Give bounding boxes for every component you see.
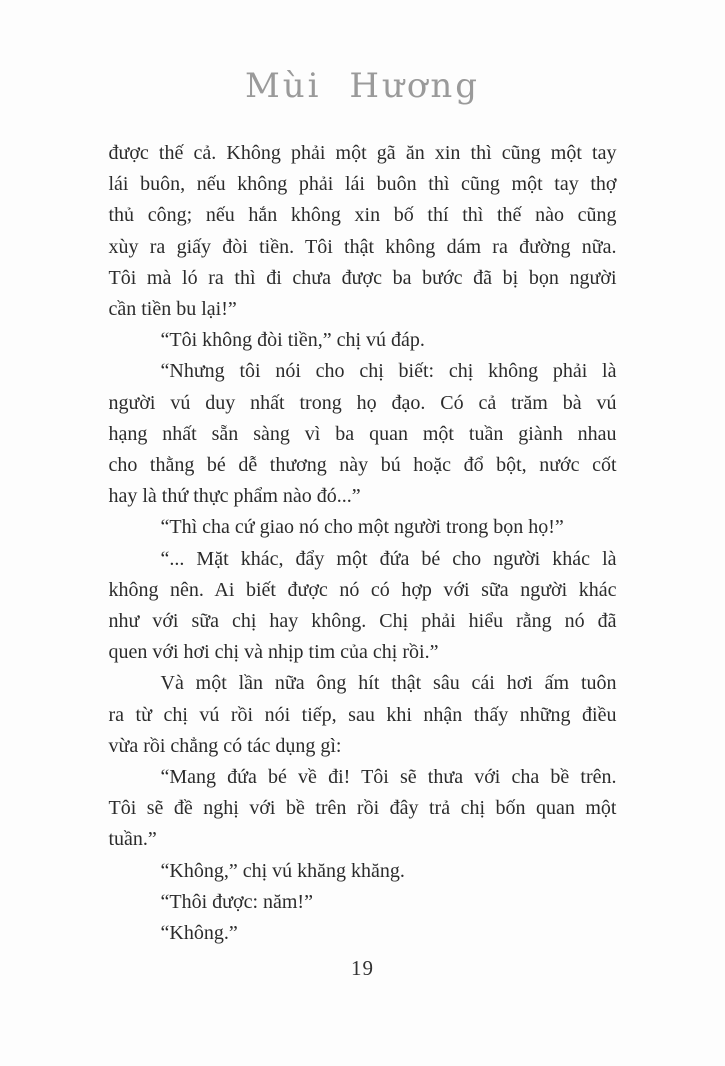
text-line: ra từ chị vú rồi nói tiếp, sau khi nhận thấy những điều: [108, 703, 617, 726]
text-line: “... Mặt khác, đẩy một đứa bé cho người khác là: [160, 547, 617, 570]
text-line: hay là thứ thực phẩm nào đó...”: [108, 485, 361, 508]
text-line: “Thì cha cứ giao nó cho một người trong bọn họ!”: [160, 516, 564, 539]
body-text: [109, 138, 617, 949]
text-line: “Mang đứa bé về đi! Tôi sẽ thưa với cha bề trên.: [160, 766, 617, 789]
text-line: “Tôi không đòi tiền,” chị vú đáp.: [160, 329, 425, 352]
text-line: “Thôi được: năm!”: [160, 890, 313, 913]
text-line: lái buôn, nếu không phải lái buôn thì cũng một tay thợ: [108, 173, 617, 196]
text-line: cho thằng bé dễ thương này bú hoặc đổ bột, nước cốt: [108, 454, 617, 477]
text-line: “Không.”: [160, 922, 238, 945]
text-line: được thế cả. Không phải một gã ăn xin thì cũng một tay: [108, 142, 617, 164]
text-line: xùy ra giấy đòi tiền. Tôi thật không dám ra đường nữa.: [108, 235, 617, 258]
text-line: tuần.”: [108, 828, 157, 851]
text-line: Và một lần nữa ông hít thật sâu cái hơi ấm tuôn: [160, 672, 617, 695]
text-line: Tôi sẽ đề nghị với bề trên rồi đây trả chị bốn quan một: [108, 797, 617, 820]
text-line: không nên. Ai biết được nó có hợp với sữa người khác: [108, 578, 617, 601]
text-line: thủ công; nếu hắn không xin bố thí thì thế nào cũng: [108, 204, 617, 227]
text-line: Tôi mà ló ra thì đi chưa được ba bước đã bị bọn người: [108, 266, 617, 289]
text-line: quen với hơi chị và nhịp tim của chị rồi.”: [108, 641, 439, 664]
text-line: cần tiền bu lại!”: [108, 298, 237, 321]
text-line: vừa rồi chẳng có tác dụng gì:: [108, 734, 342, 757]
text-line: “Không,” chị vú khăng khăng.: [160, 859, 405, 882]
text-line: hạng nhất sẵn sàng vì ba quan một tuần giành nhau: [108, 422, 617, 445]
running-header-title: Mùi Hương: [244, 66, 481, 106]
page-footer: [0, 956, 725, 981]
text-line: “Nhưng tôi nói cho chị biết: chị không phải là: [160, 360, 617, 383]
page-number: 19: [351, 956, 374, 980]
text-line: như với sữa chị hay không. Chị phải hiểu rằng nó đã: [108, 610, 617, 633]
text-line: người vú duy nhất trong họ đạo. Có cả trăm bà vú: [108, 391, 617, 414]
